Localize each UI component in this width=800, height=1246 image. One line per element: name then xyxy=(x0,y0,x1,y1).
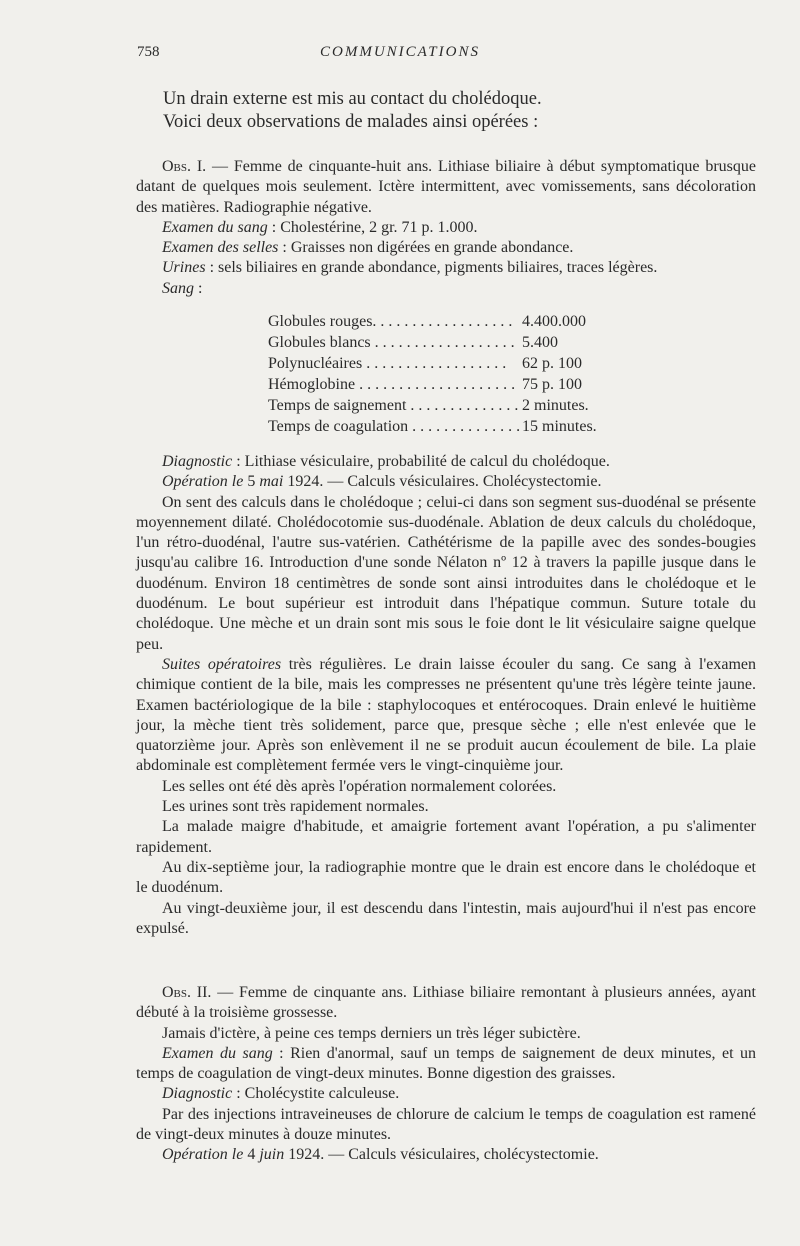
blood-row: Temps de saignement . . . . . . . . . . . . . . 2 minutes. xyxy=(268,397,589,414)
page-header xyxy=(0,44,800,66)
obs1-urines-normal: Les urines sont très rapidement normales. xyxy=(162,798,429,816)
blood-row: Globules blancs . . . . . . . . . . . . . . . . . . 5.400 xyxy=(268,334,558,351)
obs1-radio-paragraph: Au dix-septième jour, la radiographie montre que le drain est encore dans le cholédoque et le duodénum. xyxy=(136,858,756,897)
obs1-operation: Opération le 5 mai 1924. — Calculs vésiculaires. Cholécystectomie. xyxy=(162,473,602,491)
obs2-sang-paragraph: Examen du sang : Rien d'anormal, sauf un temps de saignement de deux minutes, et un temps de coagulation de vingt-deux minutes. Bonne digestion des graisses. xyxy=(136,1044,756,1083)
obs1-sang-paragraph: Examen du sang : Cholestérine, 2 gr. 71 p. 1.000. xyxy=(162,218,478,236)
obs1-label: Obs. I. xyxy=(162,158,207,175)
blood-row: Hémoglobine . . . . . . . . . . . . . . . . . . . . 75 p. 100 xyxy=(268,376,582,393)
blood-row: Polynucléaires . . . . . . . . . . . . . . . . . . 62 p. 100 xyxy=(268,355,582,372)
intro-line: Voici deux observations de malades ainsi opérées : xyxy=(163,112,539,132)
blood-row: Temps de coagulation . . . . . . . . . . . . . . 15 minutes. xyxy=(268,418,597,435)
obs2-ictere-paragraph: Jamais d'ictère, à peine ces temps derniers un très léger subictère. xyxy=(162,1024,581,1042)
observation-1-body xyxy=(136,452,756,939)
running-title: COMMUNICATIONS xyxy=(320,44,480,60)
page-number: 758 xyxy=(137,44,160,60)
obs1-intro-paragraph: Obs. I. — Femme de cinquante-huit ans. Lithiase biliaire à début symptomatique brusque datant de quelques mois seulement. Ictère intermittent, avec vomissements, sans décoloration des matières. Radiographie négative. xyxy=(136,158,756,216)
obs1-urines-paragraph: Urines : sels biliaires en grande abondance, pigments biliaires, traces légères. xyxy=(162,259,658,277)
blood-table xyxy=(268,311,597,437)
obs1-sang2-paragraph: Sang : xyxy=(162,279,203,297)
obs1-selles-normal: Les selles ont été dès après l'opération normalement colorées. xyxy=(162,777,557,795)
obs2-operation: Opération le 4 juin 1924. — Calculs vésiculaires, cholécystectomie. xyxy=(162,1146,599,1164)
blood-row: Globules rouges. . . . . . . . . . . . . . . . . . 4.400.000 xyxy=(268,313,586,330)
observation-2 xyxy=(136,983,756,1166)
obs1-calculs-paragraph: On sent des calculs dans le cholédoque ; celui-ci dans son segment sus-duodénal se présente moyennement dilaté. Cholédocotomie sus-duodénale. Ablation de deux calculs du cholédoque, l'un rétro-duodénal, l'autre sus-vatérien. Cathétérisme de la papille avec des sondes-bougies jusqu'au calibre 16. Introduction d'une sonde Nélaton nº 12 à travers la papille jusque dans le duodénum. Environ 18 centimètres de sonde sont ainsi introduites dans le cholédoque et le duodénum. Le bout supérieur est introduit dans l'hépatique commun. Suture totale du cholédoque. Une mèche et un drain sont mis sous le foie dont le lit vésiculaire saigne quelque peu. xyxy=(136,493,756,653)
obs2-label: Obs. II. xyxy=(162,984,212,1001)
obs2-intro-paragraph: Obs. II. — Femme de cinquante ans. Lithiase biliaire remontant à plusieurs années, ayant débuté à la troisième grossesse. xyxy=(136,984,757,1022)
obs1-diagnostic: Diagnostic : Lithiase vésiculaire, probabilité de calcul du cholédoque. xyxy=(162,453,610,470)
obs2-diagnostic: Diagnostic : Cholécystite calculeuse. xyxy=(162,1085,400,1103)
obs1-selles-paragraph: Examen des selles : Graisses non digérées en grande abondance. xyxy=(162,239,574,257)
obs2-injections-paragraph: Par des injections intraveineuses de chlorure de calcium le temps de coagulation est ramené de vingt-deux minutes à douze minutes. xyxy=(136,1105,756,1144)
intro-block xyxy=(163,88,763,134)
obs1-vingt-paragraph: Au vingt-deuxième jour, il est descendu dans l'intestin, mais aujourd'hui il n'est pas encore expulsé. xyxy=(136,899,756,937)
observation-1-head xyxy=(136,157,756,299)
obs1-suites-paragraph: Suites opératoires très régulières. Le drain laisse écouler du sang. Ce sang à l'examen chimique contient de la bile, mais les compresses ne présentent qu'une très légère teinte jaune. Examen bactériologique de la bile : staphylocoques et entérocoques. Drain enlevé le huitième jour, la mèche tient très solidement, parce que, presque sèche ; elle n'est enlevée que le quatorzième jour. Après son enlèvement il ne se produit aucun écoulement de bile. La plaie abdominale est complètement fermée vers le vingt-cinquième jour. xyxy=(136,655,756,775)
obs1-malade-paragraph: La malade maigre d'habitude, et amaigrie fortement avant l'opération, a pu s'alimenter rapidement. xyxy=(136,818,756,856)
intro-line: Un drain externe est mis au contact du cholédoque. xyxy=(163,89,542,109)
